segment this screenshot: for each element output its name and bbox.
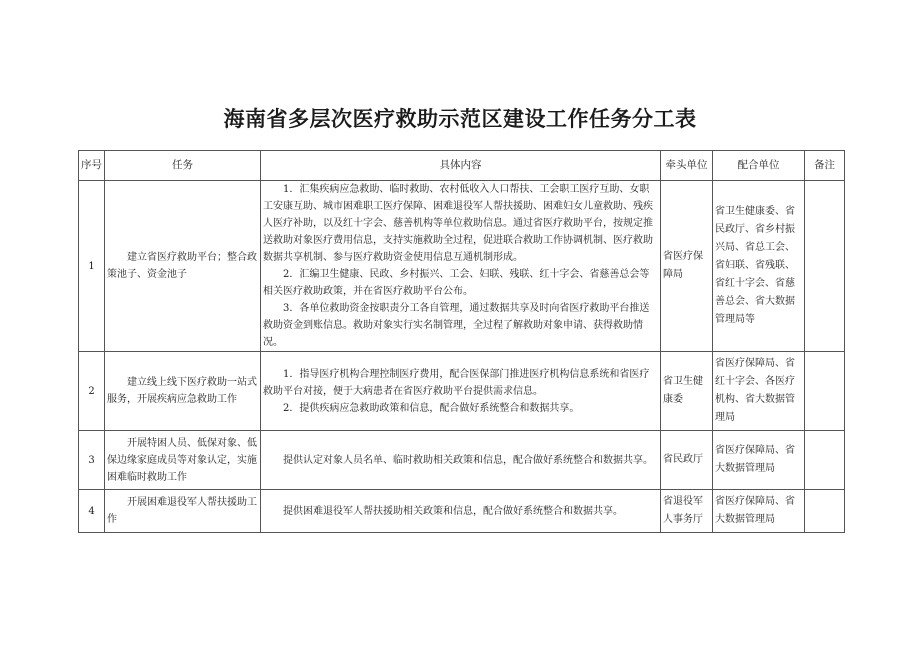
header-row (79, 151, 845, 181)
row-task: 开展特困人员、低保对象、低保边缘家庭成员等对象认定，实施困难临时救助工作 (105, 431, 261, 490)
table-row (79, 352, 845, 431)
header-task: 任务 (105, 151, 261, 181)
header-partner: 配合单位 (713, 151, 805, 181)
row-lead: 省卫生健康委 (661, 352, 713, 431)
table-row (79, 431, 845, 490)
content-paragraph: 1．指导医疗机构合理控制医疗费用，配合医保部门推进医疗机构信息系统和省医疗救助平台对接，便于大病患者在省医疗救助平台提供需求信息。 (263, 368, 650, 397)
row-partner: 省医疗保障局、省大数据管理局 (713, 431, 805, 490)
row-task: 建立线上线下医疗救助一站式服务，开展疾病应急救助工作 (105, 352, 261, 431)
row-partner: 省医疗保障局、省红十字会、各医疗机构、省大数据管理局 (713, 352, 805, 431)
header-content: 具体内容 (261, 151, 661, 181)
table-row (79, 490, 845, 533)
row-task: 建立省医疗救助平台；整合政策池子、资金池子 (105, 181, 261, 352)
task-table (78, 150, 845, 533)
content-paragraph: 3．各单位救助资金按职责分工各自管理，通过数据共享及时向省医疗救助平台推送救助资金到账信息。救助对象实行实名制管理，全过程了解救助对象申请、获得救助情况。 (263, 303, 650, 348)
row-seq: 1 (79, 181, 105, 352)
row-note (805, 431, 845, 490)
row-lead: 省退役军人事务厅 (661, 490, 713, 533)
row-seq: 4 (79, 490, 105, 533)
content-paragraph: 2．提供疾病应急救助政策和信息，配合做好系统整合和数据共享。 (283, 402, 580, 414)
page-title: 海南省多层次医疗救助示范区建设工作任务分工表 (223, 107, 697, 131)
row-partner: 省医疗保障局、省大数据管理局 (713, 490, 805, 533)
content-paragraph: 2．汇编卫生健康、民政、乡村振兴、工会、妇联、残联、红十字会、省慈善总会等相关医疗救助政策，并在省医疗救助平台公布。 (263, 269, 650, 297)
row-content (261, 181, 661, 352)
header-seq: 序号 (79, 151, 105, 181)
content-paragraph: 提供认定对象人员名单、临时救助相关政策和信息，配合做好系统整合和数据共享。 (283, 454, 653, 466)
row-note (805, 181, 845, 352)
content-paragraph: 提供困难退役军人帮扶援助相关政策和信息，配合做好系统整合和数据共享。 (283, 505, 623, 517)
row-partner: 省卫生健康委、省民政厅、省乡村振兴局、省总工会、省妇联、省残联、省红十字会、省慈善总会、省大数据管理局等 (713, 181, 805, 352)
row-note (805, 490, 845, 533)
row-lead: 省民政厅 (661, 431, 713, 490)
row-task: 开展困难退役军人帮扶援助工作 (105, 490, 261, 533)
table-row (79, 181, 845, 352)
row-note (805, 352, 845, 431)
row-lead: 省医疗保障局 (661, 181, 713, 352)
content-paragraph: 1．汇集疾病应急救助、临时救助、农村低收入人口帮扶、工会职工医疗互助、女职工安康互助、城市困难职工医疗保障、困难退役军人帮扶援助、困难妇女儿童救助、残疾人医疗补助，以及红十字会、慈善机构等单位救助信息。通过省医疗救助平台，按规定推送救助对象医疗费用信息，支持实施救助全过程，促进联合救助工作协调机制、医疗救助数据共享机制、参与医疗救助资金使用信息互通机制形成。 (263, 184, 653, 263)
row-content (261, 490, 661, 533)
row-seq: 3 (79, 431, 105, 490)
header-note: 备注 (805, 151, 845, 181)
header-lead: 牵头单位 (661, 151, 713, 181)
row-content (261, 352, 661, 431)
row-content (261, 431, 661, 490)
row-seq: 2 (79, 352, 105, 431)
